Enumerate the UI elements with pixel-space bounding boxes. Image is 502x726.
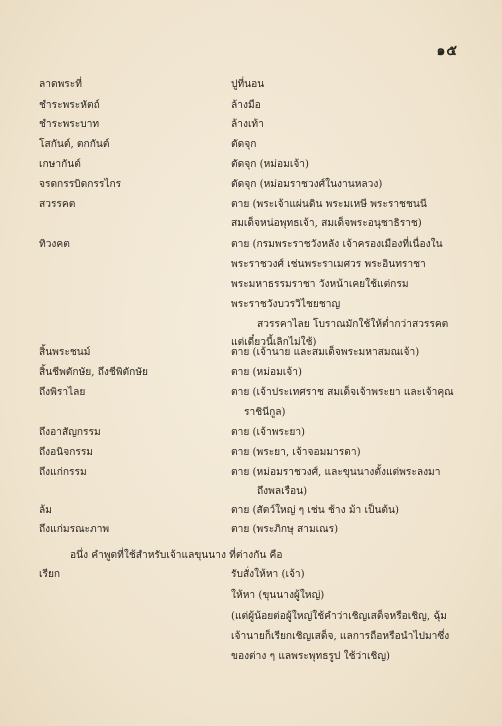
- definition-line: ล้างมือ: [231, 100, 261, 111]
- entry-definition: [231, 197, 466, 231]
- entry-term: เรียก: [39, 569, 61, 580]
- definition-line: พระมหาธรรมราชา วังหน้าเคยใช้แต่กรม: [231, 279, 409, 290]
- definition-line: ตาย (พระยา, เจ้าจอมมารดา): [231, 447, 361, 458]
- entry-definition: [231, 465, 466, 499]
- definition-line: (แต่ผู้น้อยต่อผู้ใหญ่ใช้คำว่าเชิญเสด็จหรือเชิญ, ฉุ้ม: [231, 611, 447, 622]
- entry-definition: [231, 385, 466, 420]
- entry-definition: [231, 237, 466, 350]
- definition-line: ตาย (เจ้าพระยา): [231, 427, 306, 438]
- definition-line: สมเด็จหน่อพุทธเจ้า, สมเด็จพระอนุชาธิราช): [231, 218, 422, 229]
- definition-line: ตาย (พระภิกษุ สามเณร): [231, 524, 339, 535]
- entry-term: ถึงอนิจกรรม: [39, 447, 94, 458]
- entry-definition: [231, 345, 466, 360]
- definition-line: ตาย (พระเจ้าแผ่นดิน พระมเหษี พระราชชนนี: [231, 199, 427, 210]
- entry-definition: [231, 425, 466, 440]
- entry-definition: [231, 157, 466, 172]
- definition-line: ให้หา (ขุนนางผู้ใหญ่): [231, 590, 325, 601]
- definition-line: ตาย (เจ้าประเทศราช สมเด็จเจ้าพระยา และเจ้าคุณ: [231, 387, 454, 398]
- entry-definition: [231, 137, 466, 152]
- entry-term: ทิวงคต: [39, 239, 70, 250]
- entry-term: สิ้นพระชนม์: [39, 347, 91, 358]
- entry-definition: [231, 522, 466, 537]
- entry-term: ถึงแก่กรรม: [39, 467, 87, 478]
- entry-term: ชำระพระบาท: [39, 119, 100, 130]
- definition-line: ตัดจุก (หม่อมราชวงศ์ในงานหลวง): [231, 179, 383, 190]
- entry-term: ถึงพิราไลย: [39, 387, 86, 398]
- entry-definition: [231, 445, 466, 460]
- entry-term: สวรรคต: [39, 199, 76, 210]
- entry-term: ชำระพระหัตถ์: [39, 100, 100, 111]
- entry-term: ลาดพระที่: [39, 79, 82, 90]
- definition-line: สวรรคาไลย โบราณมักใช้ให้ต่ำกว่าสวรรคต: [257, 319, 449, 330]
- entry-definition: [231, 117, 466, 132]
- definition-line: เจ้านายก็เรียกเชิญเสด็จ, แลการถือหรือนำไปมาซึ่ง: [231, 631, 450, 642]
- entry-term: จรดกรรบิดกรรไกร: [39, 179, 122, 190]
- definition-line: ตัดจุก: [231, 139, 257, 150]
- definition-line: ตัดจุก (หม่อมเจ้า): [231, 159, 309, 170]
- definition-line: ถึงพลเรือน): [257, 486, 308, 497]
- definition-line: ตาย (หม่อมเจ้า): [231, 367, 302, 378]
- definition-line: พระราชวงศ์ เช่นพระราเมศวร พระอินทราชา: [231, 259, 426, 270]
- definition-line: ตาย (หม่อมราชวงศ์, และขุนนางตั้งแต่พระลงมา: [231, 467, 441, 478]
- definition-line: พระราชวังบวรวิไชยชาญ: [231, 299, 341, 310]
- entry-term: ถึงแก่มรณะภาพ: [39, 524, 110, 535]
- entry-definition: [231, 567, 466, 664]
- entry-term: ถึงอาสัญกรรม: [39, 427, 101, 438]
- definition-line: ตาย (สัตว์ใหญ่ ๆ เช่น ช้าง ม้า เป็นต้น): [231, 505, 399, 516]
- entry-term: เกษากันต์: [39, 159, 81, 170]
- entry-definition: [231, 365, 466, 380]
- entry-term: โสกันต์, ตกกันต์: [39, 139, 110, 150]
- definition-line: ตาย (กรมพระราชวังหลัง เจ้าครองเมืองที่เนื่องใน: [231, 239, 443, 250]
- entry-definition: [231, 77, 466, 92]
- intro-paragraph: อนึ่ง คำพูดที่ใช้สำหรับเจ้าแลขุนนาง ที่ต่างกัน คือ: [70, 550, 283, 561]
- definition-line: รับสั่งให้หา (เจ้า): [231, 569, 305, 580]
- entry-definition: [231, 98, 466, 113]
- entry-term: ล้ม: [39, 505, 52, 516]
- definition-line: ของต่าง ๆ แลพระพุทธรูป ใช้ว่าเชิญ): [231, 651, 390, 662]
- definition-line: ปูที่นอน: [231, 79, 265, 90]
- entry-term: สิ้นชีพตักษัย, ถึงชีพิตักษัย: [39, 367, 148, 378]
- definition-line: ล้างเท้า: [231, 119, 264, 130]
- definition-line: ราชินีกูล): [244, 407, 286, 418]
- entry-definition: [231, 177, 466, 192]
- definition-line: แต่เดี๋ยวนี้เลิกไม่ใช้): [231, 337, 317, 348]
- definition-line: ตาย (เจ้านาย และสมเด็จพระมหาสมณเจ้า): [231, 347, 420, 358]
- entry-definition: [231, 503, 466, 518]
- page-number: ๑๕: [436, 43, 458, 59]
